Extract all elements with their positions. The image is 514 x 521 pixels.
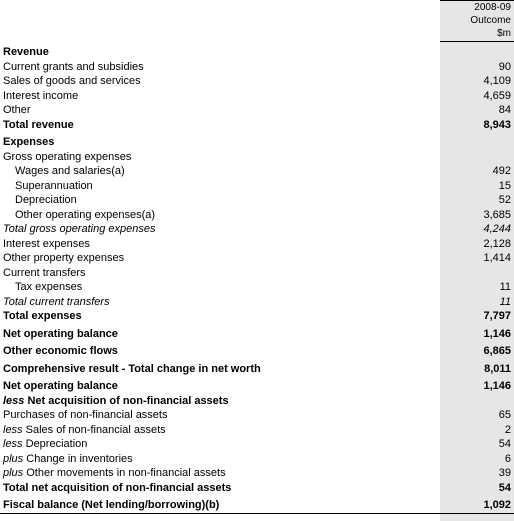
row-label-text: Gross operating expenses [3,150,132,163]
table-row [0,237,514,252]
row-value: 7,797 [483,310,511,322]
row-value: 2,128 [483,237,511,250]
table-row [0,150,514,165]
row-label [0,481,440,496]
row-prefix: less [3,438,23,450]
row-prefix: less [3,394,25,407]
table-row [0,74,514,89]
row-label-text: Other economic flows [3,345,118,357]
row-label [0,266,440,281]
row-label-text: Sales of goods and services [3,75,141,87]
row-label-text: Purchases of non-financial assets [3,409,168,421]
row-value: 1,092 [440,495,514,513]
row-value: 1,146 [483,327,511,340]
row-value: 84 [498,104,511,116]
row-value [440,132,514,150]
row-label [0,208,440,223]
row-label-text: Fiscal balance (Net lending/borrowing)(b) [3,499,220,511]
row-label-text: Net operating balance [3,327,118,340]
table-row [0,341,514,359]
row-label-text: Tax expenses [15,281,83,293]
row-value [440,394,514,409]
row-label [0,150,440,165]
table-row [0,118,514,133]
row-prefix: less [3,423,23,436]
table-row [0,193,514,208]
row-label [0,324,440,342]
row-label [0,251,440,266]
table-row [0,309,514,324]
row-label-text: Depreciation [25,438,88,450]
table-row [0,280,514,295]
row-label [0,495,440,513]
header-unit: $m [440,27,514,42]
row-label-text: Other [3,104,31,116]
row-label [0,132,440,150]
row-label-text: Net operating balance [3,380,118,392]
row-label-text: Total current transfers [3,295,110,308]
table-row [0,408,514,423]
table-row [0,164,514,179]
row-value: 11 [499,295,511,308]
row-label [0,74,440,89]
row-label-text: Other operating expenses(a) [15,208,156,221]
row-label-text: Total revenue [3,118,74,131]
row-label-text: Superannuation [15,179,93,192]
table-row [0,222,514,237]
row-label-text: Other movements in non-financial assets [26,467,226,479]
row-label-text: Interest income [3,89,79,102]
row-value: 6,865 [483,345,511,357]
table-row [0,481,514,496]
row-label-text: Expenses [3,136,55,148]
row-label [0,60,440,75]
row-value: 4,659 [483,89,511,102]
row-label [0,452,440,467]
table-row [0,394,514,409]
row-label-text: Net acquisition of non-financial assets [27,394,229,407]
statement-body [0,42,514,514]
row-label [0,437,440,452]
row-value: 2 [504,423,511,436]
row-value: 3,685 [483,208,511,221]
header-outcome: Outcome [470,15,511,26]
row-label [0,103,440,118]
row-value: 8,943 [483,118,511,131]
table-row [0,251,514,266]
row-value: 6 [504,452,511,465]
row-label [0,295,440,310]
table-row [0,452,514,467]
row-label [0,309,440,324]
row-value: 4,244 [483,223,511,235]
row-prefix: plus [3,467,24,479]
row-value: 1,146 [483,380,511,392]
row-value: 11 [499,281,511,293]
row-label-text: Sales of non-financial assets [25,423,166,436]
row-label [0,466,440,481]
row-label [0,89,440,104]
row-label [0,394,440,409]
row-label [0,164,440,179]
row-label [0,280,440,295]
row-label [0,222,440,237]
row-label [0,42,440,60]
table-row [0,89,514,104]
row-label-text: Comprehensive result - Total change in net worth [3,362,261,375]
row-value: 39 [498,467,511,479]
row-label-text: Change in inventories [26,452,133,465]
row-value: 52 [498,194,511,206]
row-value: 65 [498,409,511,421]
row-value: 1,414 [483,252,511,264]
table-row [0,295,514,310]
table-row [0,42,514,60]
row-label-text: Revenue [3,45,49,58]
row-label [0,423,440,438]
row-label [0,193,440,208]
table-row [0,324,514,342]
table-row [0,359,514,377]
row-label [0,359,440,377]
row-label-text: Total gross operating expenses [3,223,156,235]
row-label-text: Interest expenses [3,237,90,250]
row-value [440,42,514,60]
header-year: 2008-09 [440,1,514,15]
row-value: 4,109 [483,75,511,87]
table-row [0,376,514,394]
row-value: 54 [498,481,511,494]
row-prefix: plus [3,452,24,465]
header-row-label [0,14,514,27]
row-value: 8,011 [484,362,511,375]
table-row [0,179,514,194]
row-value [440,150,514,165]
table-row [0,466,514,481]
row-label [0,408,440,423]
table-row [0,423,514,438]
header-row-year [0,1,514,15]
row-value [440,266,514,281]
table-row [0,208,514,223]
row-label-text: Wages and salaries(a) [15,165,125,177]
row-label [0,376,440,394]
row-value: 15 [498,179,511,192]
row-label-text: Total net acquisition of non-financial assets [3,481,232,494]
table-row [0,103,514,118]
header-row-unit [0,27,514,42]
table-row [0,60,514,75]
row-label [0,118,440,133]
row-value: 90 [498,60,511,73]
row-label [0,237,440,252]
table-row [0,266,514,281]
row-label [0,179,440,194]
row-label-text: Current grants and subsidies [3,60,144,73]
row-value: 492 [492,165,511,177]
row-label-text: Total expenses [3,310,82,322]
row-label [0,341,440,359]
row-value: 54 [498,438,511,450]
table-row [0,495,514,513]
row-label-text: Other property expenses [3,252,125,264]
row-label-text: Current transfers [3,266,86,279]
row-label-text: Depreciation [15,194,77,206]
table-row [0,437,514,452]
table-row [0,132,514,150]
